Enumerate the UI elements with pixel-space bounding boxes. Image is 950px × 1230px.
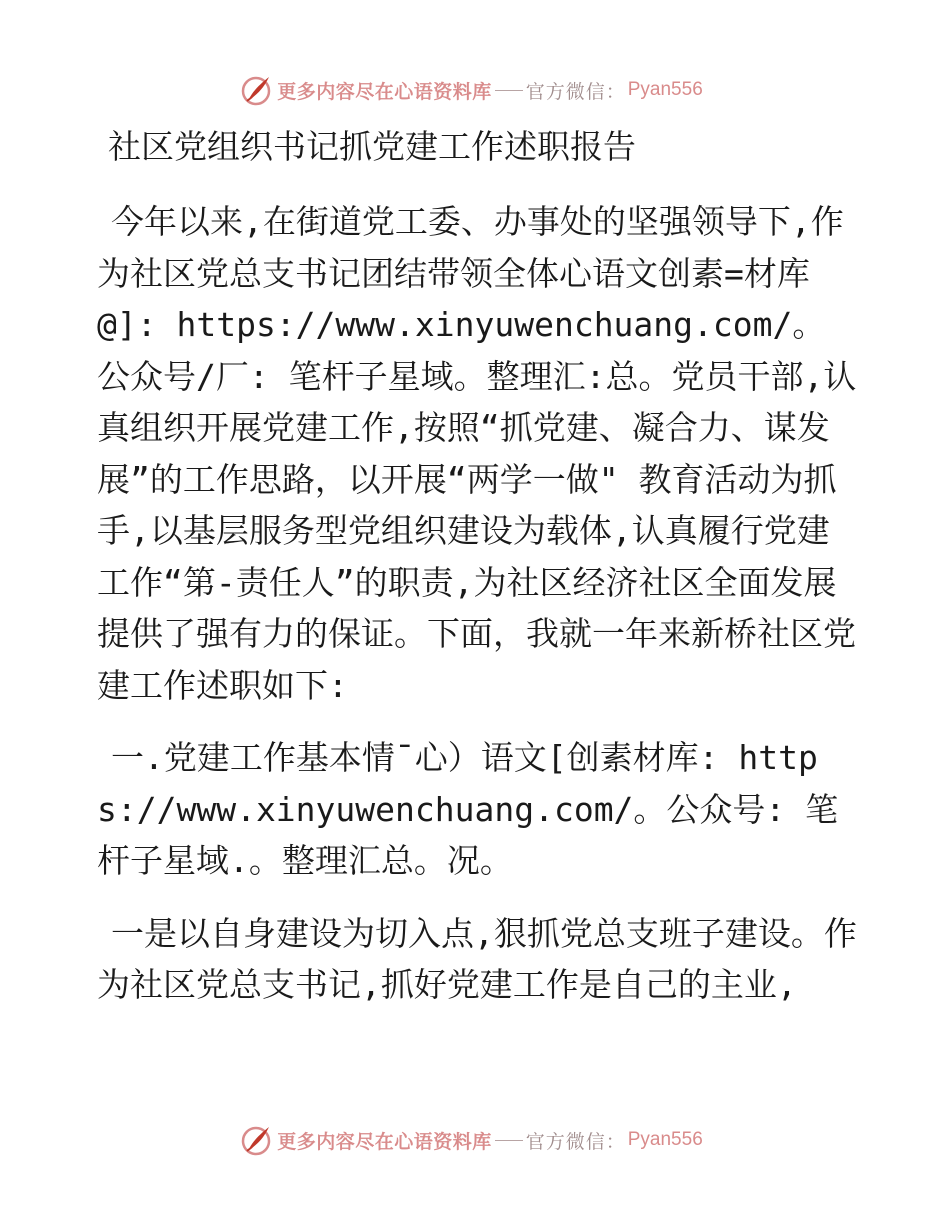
document-body <box>97 196 857 1011</box>
banner-site-name: 更多内容尽在心语资料库 <box>277 1130 492 1153</box>
paragraph-point-one: 一是以自身建设为切入点,狠抓党总支班子建设。作为社区党总支书记,抓好党建工作是自己的主业, <box>97 913 857 1004</box>
paragraph-intro: 今年以来,在街道党工委、办事处的坚强领导下,作为社区党总支书记团结带领全体心语文创素=材库@]: https://www.xinyuwenchuang.com/。公众号/厂: 笔杆子星域。整理汇:总。党员干部,认真组织开展党建工作,按照“抓党建、凝合力、谋发展”的工作思路，以开展“两学一做" 教育活动为抓手,以基层服务型党组织建设为载体,认真履行党建工作“第-责任人”的职责,为社区经济社区全面发展提供了强有力的保证。下面，我就一年来新桥社区党建工作述职如下: <box>97 202 857 705</box>
quill-pen-logo-icon <box>239 1123 273 1157</box>
header-banner <box>0 70 950 110</box>
banner-divider <box>495 90 523 91</box>
document-title: 社区党组织书记抓党建工作述职报告 <box>108 127 636 166</box>
paragraph-section-heading: 一.党建工作基本情¯心）语文[创素材库: https://www.xinyuwenchuang.com/。公众号: 笔杆子星域.。整理汇总。况。 <box>97 738 839 880</box>
footer-banner <box>0 1120 950 1160</box>
banner-wechat-label: 官方微信： <box>525 1130 626 1153</box>
banner-wechat-label: 官方微信： <box>525 80 626 103</box>
banner-divider <box>495 1140 523 1141</box>
quill-pen-logo-icon <box>239 73 273 107</box>
banner-wechat-id: Pyan556 <box>627 79 703 100</box>
banner-site-name: 更多内容尽在心语资料库 <box>277 80 492 103</box>
banner-wechat-id: Pyan556 <box>627 1129 703 1150</box>
